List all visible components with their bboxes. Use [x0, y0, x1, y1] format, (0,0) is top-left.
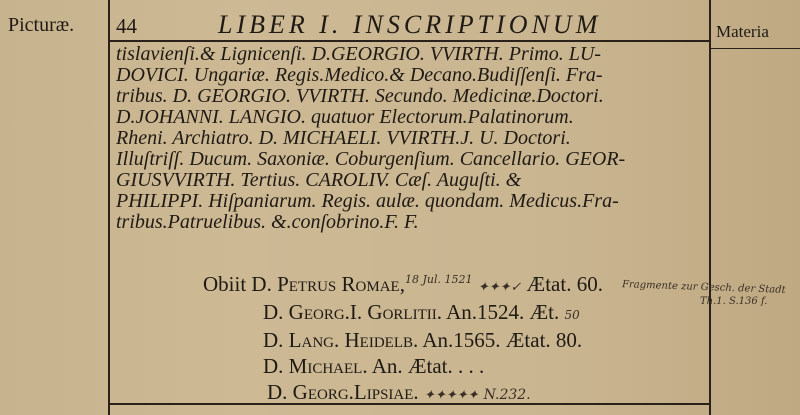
margin-label-right: Materia	[716, 22, 769, 41]
obit-line	[263, 354, 484, 379]
obit-tail: An.1524. Æt.	[446, 300, 560, 324]
obit-name: Georg.Lipsiae.	[292, 380, 419, 404]
obit-tail: An. Ætat. . . .	[371, 354, 485, 378]
right-margin-rule	[711, 48, 800, 49]
obit-name: Georg.I. Gorlitii.	[288, 300, 442, 324]
text-line: tislavienſi.& Lignicenſi. D.GEORGIO. VVIRTH. Primo. LU-	[116, 44, 601, 65]
obit-name: Lang. Heidelb.	[288, 328, 419, 352]
obit-line	[203, 272, 603, 297]
obit-note: 50	[564, 308, 580, 322]
header-rule	[108, 40, 711, 42]
inscription-text	[116, 44, 710, 233]
obit-prefix: Obiit D.	[203, 272, 272, 296]
obit-line	[267, 380, 531, 405]
obit-dots: ✦✦✦✓	[477, 280, 522, 295]
obit-tail: N.232.	[483, 387, 531, 403]
obit-prefix: D.	[263, 300, 284, 324]
text-line: DOVICI. Ungariæ. Regis.Medico.& Decano.Budiſſenſi. Fra-	[116, 65, 603, 86]
page-number: 44	[116, 14, 137, 38]
obit-line	[263, 328, 582, 353]
text-line: tribus.Patruelibus. &.conſobrino.F. F.	[116, 212, 419, 233]
marginal-note: Fragmente zur Gesch. der Stadt	[621, 279, 786, 296]
margin-label-left: Picturæ.	[8, 14, 75, 36]
obit-tail: Ætat. 60.	[526, 272, 603, 296]
obit-prefix: D.	[263, 354, 284, 378]
obit-prefix: D.	[267, 380, 288, 404]
obit-dots: ✦✦✦✦✦	[423, 388, 479, 403]
obit-tail: An.1565. Ætat. 80.	[422, 328, 583, 352]
obit-annotation: 18 Jul. 1521	[404, 273, 473, 286]
left-rule	[108, 0, 110, 415]
text-line: tribus. D. GEORGIO. VVIRTH. Secundo. Medicinæ.Doctori.	[116, 86, 604, 107]
marginal-note: Th.1. S.136 f.	[700, 296, 768, 307]
obit-name: Petrus Romae,	[277, 272, 405, 296]
obit-name: Michael.	[288, 354, 368, 378]
text-line: D.JOHANNI. LANGIO. quatuor Electorum.Palatinorum.	[116, 107, 574, 128]
obit-line	[263, 300, 580, 325]
text-line: GIUSVVIRTH. Tertius. CAROLIV. Cæſ. Auguſti. &	[116, 170, 522, 191]
obit-prefix: D.	[263, 328, 284, 352]
page-title: LIBER I. INSCRIPTIONUM	[218, 10, 602, 39]
text-line: Rheni. Archiatro. D. MICHAELI. VVIRTH.J. U. Doctori.	[116, 128, 571, 149]
text-line: Illuſtriſſ. Ducum. Saxoniæ. Coburgenſium. Cancellario. GEOR-	[116, 149, 626, 170]
text-line: PHILIPPI. Hiſpaniarum. Regis. aulæ. quondam. Medicus.Fra-	[116, 191, 619, 212]
